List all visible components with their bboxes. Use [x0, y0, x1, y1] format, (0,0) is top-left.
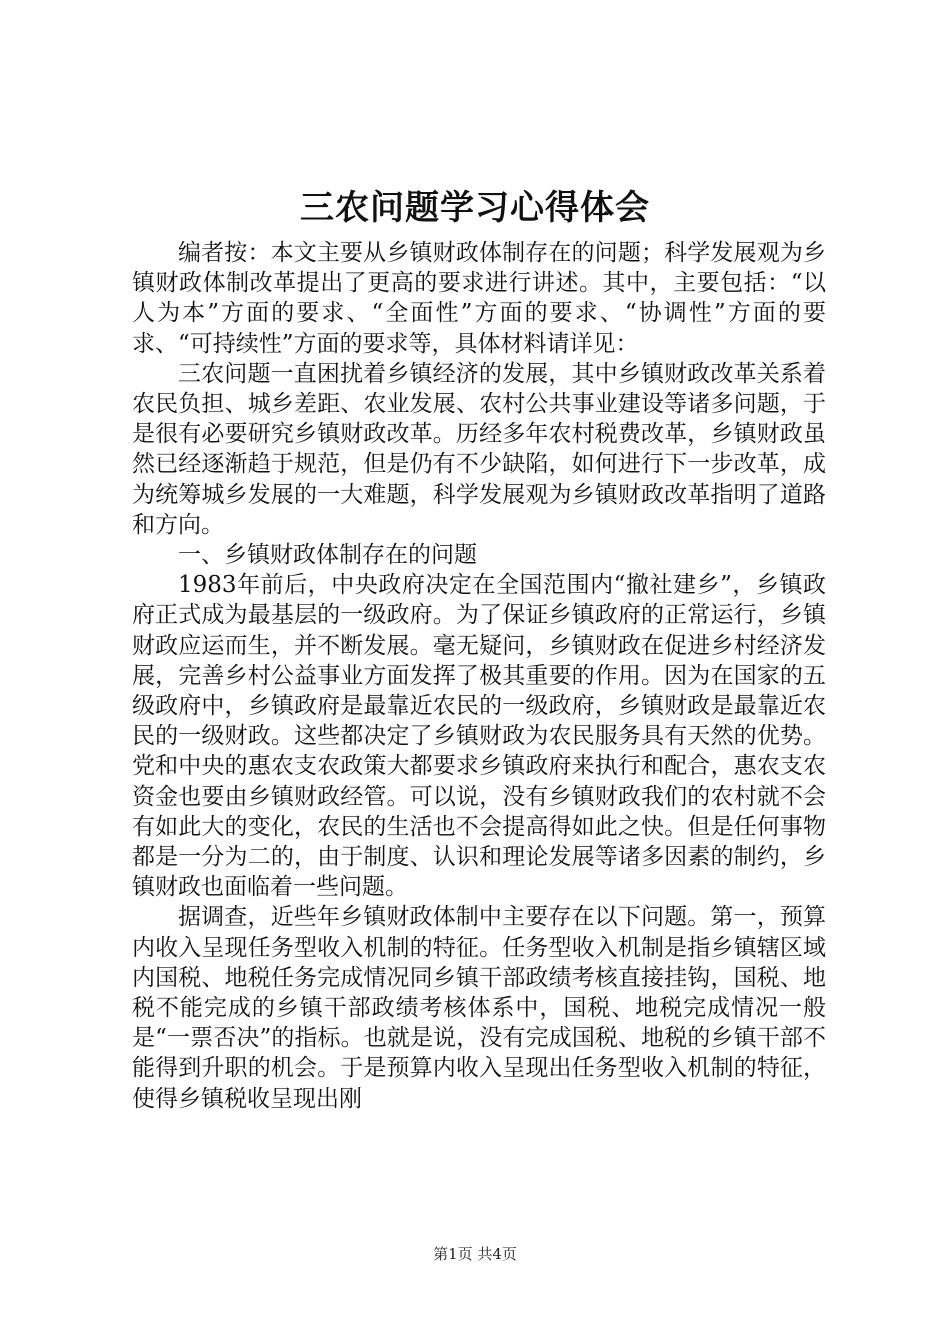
section-heading-1: 一、乡镇财政体制存在的问题 [178, 542, 477, 569]
document-body [132, 238, 826, 1114]
paragraph-history: 1983年前后，中央政府决定在全国范围内“撤社建乡”，乡镇政府正式成为最基层的一级政府。为了保证乡镇政府的正常运行，乡镇财政应运而生，并不断发展。毫无疑问，乡镇财政在促进乡村经济发展，完善乡村公益事业方面发挥了极其重要的作用。因为在国家的五级政府中，乡镇政府是最靠近农民的一级政府，乡镇财政是最靠近农民的一级财政。这些都决定了乡镇财政为农民服务具有天然的优势。党和中央的惠农支农政策大都要求乡镇政府来执行和配合，惠农支农资金也要由乡镇财政经管。可以说，没有乡镇财政我们的农村就不会有如此大的变化，农民的生活也不会提高得如此之快。但是任何事物都是一分为二的，由于制度、认识和理论发展等诸多因素的制约，乡镇财政也面临着一些问题。 [132, 572, 826, 901]
paragraph-editor-note: 编者按：本文主要从乡镇财政体制存在的问题；科学发展观为乡镇财政体制改革提出了更高的要求进行讲述。其中，主要包括：“以人为本”方面的要求、“全面性”方面的要求、“协调性”方面的要求、“可持续性”方面的要求等，具体材料请详见： [132, 240, 826, 357]
document-title: 三农问题学习心得体会 [300, 188, 650, 228]
paragraph-survey: 据调查，近些年乡镇财政体制中主要存在以下问题。第一，预算内收入呈现任务型收入机制的特征。任务型收入机制是指乡镇辖区域内国税、地税任务完成情况同乡镇干部政绩考核直接挂钩，国税、地税不能完成的乡镇干部政绩考核体系中，国税、地税完成情况一般是“一票否决”的指标。也就是说，没有完成国税、地税的乡镇干部不能得到升职的机会。于是预算内收入呈现出任务型收入机制的特征，使得乡镇税收呈现出刚 [132, 904, 826, 1112]
page-footer: 第1页 共4页 [433, 1245, 517, 1263]
paragraph-intro: 三农问题一直困扰着乡镇经济的发展，其中乡镇财政改革关系着农民负担、城乡差距、农业发展、农村公共事业建设等诸多问题，于是很有必要研究乡镇财政改革。历经多年农村税费改革，乡镇财政虽然已经逐渐趋于规范，但是仍有不少缺陷，如何进行下一步改革，成为统筹城乡发展的一大难题，科学发展观为乡镇财政改革指明了道路和方向。 [132, 360, 826, 538]
